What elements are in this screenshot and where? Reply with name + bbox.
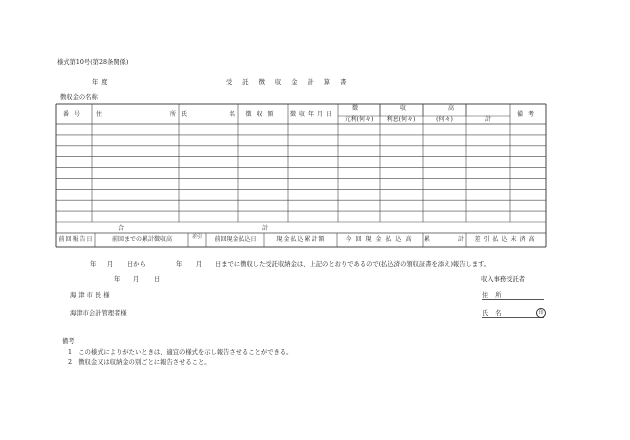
deduction-label: 差引 [191,234,202,240]
col-collected-group: 徴収高 [351,105,496,112]
cash-cumulative: 現金払込累計額 [276,236,326,243]
col-remarks: 備考 [516,111,539,118]
statement-month2: 月 [196,261,203,268]
seal-icon: 印 [536,308,546,318]
name-label: 氏名 [482,310,509,317]
prev-report-date: 前回報告日 [58,236,94,243]
note-item-1: 1 この様式によりがたいときは、適宜の様式を示し報告させることができる。 [68,349,293,356]
statement-year1: 年 [90,261,97,268]
date-month: 月 [133,276,140,283]
date-year: 年 [114,276,121,283]
statement-from: 日から [127,261,146,268]
total-row-label: 合計 [118,225,407,232]
col-number: 番号 [62,111,85,118]
col-address-1: 住 [96,111,103,118]
sub-other: (何々) [436,116,453,123]
statement-month1: 月 [107,261,114,268]
col-date: 徴収年月日 [289,111,335,118]
sub-principal: 元利(何々) [344,116,374,123]
this-cash-payment: 今回現金払込高 [345,236,416,243]
receiver-title: 収入事務受託者 [481,276,526,283]
form-number: 様式第10号(第28条関係) [57,59,129,66]
prev-cash-date: 前回現金払込日 [214,236,257,243]
col-address-2: 所 [170,111,177,118]
date-day: 日 [154,276,161,283]
prev-cumulative: 前回までの累計徴収高 [111,236,172,243]
sub-total: 計 [484,116,491,123]
fiscal-year-label: 年度 [92,79,111,86]
col-name-2: 名 [229,111,236,118]
statement-year2: 年 [176,261,183,268]
address-underline [482,299,544,300]
fee-name-label: 徴収金の名称 [60,94,98,101]
remaining-label: 差引払込未済高 [474,236,538,243]
col-amount: 徴収額 [245,111,279,118]
statement-body: 日までに徴収した受託収納金は、上記のとおりであるので(払込済の領収証書を添え)報告します。 [215,261,491,268]
cumulative-label: 累計 [424,236,493,243]
address-label: 住所 [482,292,509,299]
sub-interest: 利息(何々) [386,116,416,123]
addressee-accountant: 海津市会計管理者様 [70,310,127,317]
name-underline [482,317,544,318]
notes-heading: 備考 [62,338,75,345]
note-item-2: 2 徴収金又は収納金の別ごとに報告させること。 [68,359,211,366]
page-title: 受託徴収金計算書 [226,79,357,86]
col-name-1: 氏 [181,111,188,118]
addressee-mayor: 海津市長様 [70,292,112,299]
